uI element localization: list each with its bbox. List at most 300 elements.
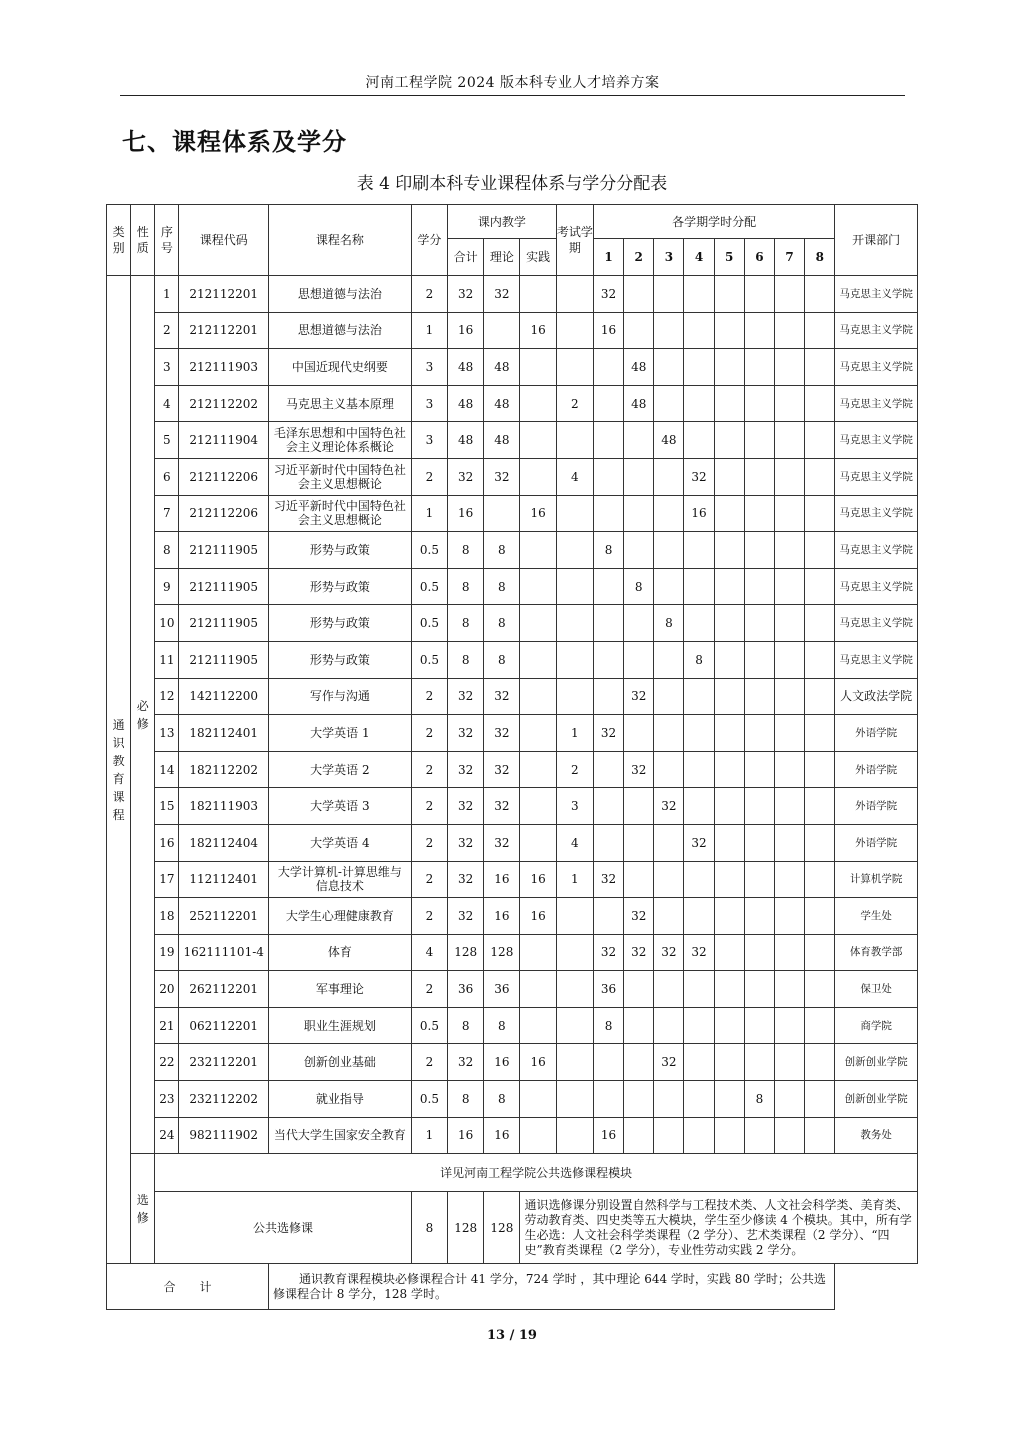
term-hours-cell: 8 [684,641,714,678]
term-hours-cell [714,934,744,971]
header-term-hours: 各学期学时分配 [593,205,834,239]
term-hours-cell [624,971,654,1008]
term-hours-cell [805,1044,835,1081]
term-hours-cell [744,1007,774,1044]
code-cell: 212111905 [179,605,269,642]
term-hours-cell: 32 [624,678,654,715]
seq-cell: 15 [155,788,179,825]
term-hours-cell [805,422,835,459]
theory-hours-cell: 16 [484,1044,520,1081]
exam-term-cell [556,568,593,605]
credit-cell: 1 [411,312,447,349]
term-hours-cell [774,1117,804,1154]
term-hours-cell: 32 [684,824,714,861]
theory-hours-cell: 8 [484,641,520,678]
code-cell: 112112401 [179,861,269,898]
code-cell: 262112201 [179,971,269,1008]
seq-cell: 22 [155,1044,179,1081]
header-nature: 性质 [131,205,155,276]
department-cell: 计算机学院 [835,861,918,898]
table-row [107,1044,918,1081]
term-hours-cell: 32 [624,934,654,971]
department-cell: 马克思主义学院 [835,385,918,422]
required-cell: 必修 [131,276,155,1154]
seq-cell: 13 [155,715,179,752]
term-hours-cell [744,715,774,752]
code-cell: 062112201 [179,1007,269,1044]
term-hours-cell [805,788,835,825]
term-hours-cell [714,678,744,715]
term-hours-cell [744,751,774,788]
exam-term-cell [556,1117,593,1154]
total-hours-cell: 32 [448,861,484,898]
total-hours-cell: 48 [448,349,484,386]
term-hours-cell [624,788,654,825]
code-cell: 182112404 [179,824,269,861]
table-row [107,678,918,715]
term-hours-cell [774,1044,804,1081]
term-hours-cell [714,1117,744,1154]
term-hours-cell [593,422,623,459]
code-cell: 212111905 [179,568,269,605]
header-term: 1 [593,239,623,276]
term-hours-cell [654,276,684,313]
header-term: 4 [684,239,714,276]
term-hours-cell [805,385,835,422]
exam-term-cell [556,312,593,349]
term-hours-cell [624,861,654,898]
course-name-cell: 形势与政策 [268,568,411,605]
table-row [107,532,918,569]
practice-hours-cell [520,605,556,642]
credit-cell: 2 [411,458,447,495]
department-cell: 体育教学部 [835,934,918,971]
credit-cell: 0.5 [411,532,447,569]
term-hours-cell [774,605,804,642]
header-term: 3 [654,239,684,276]
term-hours-cell [744,458,774,495]
course-name-cell: 大学英语 3 [268,788,411,825]
credit-cell: 0.5 [411,605,447,642]
total-hours-cell: 16 [448,1117,484,1154]
term-hours-cell [684,385,714,422]
total-hours-cell: 32 [448,751,484,788]
table-caption: 表 4 印刷本科专业课程体系与学分分配表 [356,174,668,194]
exam-term-cell: 1 [556,861,593,898]
theory-hours-cell: 16 [484,1117,520,1154]
term-hours-cell [744,422,774,459]
seq-cell: 11 [155,641,179,678]
code-cell: 982111902 [179,1117,269,1154]
department-cell: 创新创业学院 [835,1044,918,1081]
department-cell: 马克思主义学院 [835,276,918,313]
page-number: 13 / 19 [487,1328,537,1343]
term-hours-cell: 8 [624,568,654,605]
term-hours-cell: 16 [684,495,714,532]
term-hours-cell [714,898,744,935]
exam-term-cell [556,1081,593,1118]
practice-hours-cell: 16 [520,861,556,898]
term-hours-cell [684,1117,714,1154]
practice-hours-cell [520,568,556,605]
term-hours-cell [714,1007,744,1044]
term-hours-cell [774,751,804,788]
term-hours-cell [654,458,684,495]
term-hours-cell [654,971,684,1008]
credit-cell: 3 [411,349,447,386]
theory-hours-cell: 48 [484,349,520,386]
total-hours-cell: 32 [448,458,484,495]
seq-cell: 5 [155,422,179,459]
term-hours-cell [654,751,684,788]
total-hours-cell: 8 [448,568,484,605]
table-row [107,1117,918,1154]
term-hours-cell [593,458,623,495]
header-in-class: 课内教学 [448,205,557,239]
department-cell: 马克思主义学院 [835,605,918,642]
department-cell: 人文政法学院 [835,678,918,715]
header-term: 8 [805,239,835,276]
term-hours-cell [714,824,744,861]
term-hours-cell [714,751,744,788]
term-hours-cell [593,605,623,642]
total-hours-cell: 32 [448,1044,484,1081]
term-hours-cell: 16 [593,312,623,349]
term-hours-cell [593,349,623,386]
term-hours-cell [774,898,804,935]
term-hours-cell [684,605,714,642]
practice-hours-cell [520,971,556,1008]
department-cell: 外语学院 [835,788,918,825]
course-name-cell: 思想道德与法治 [268,312,411,349]
term-hours-cell [744,641,774,678]
term-hours-cell [805,678,835,715]
term-hours-cell [624,1044,654,1081]
term-hours-cell [624,422,654,459]
code-cell: 182112202 [179,751,269,788]
term-hours-cell [593,788,623,825]
seq-cell: 8 [155,532,179,569]
department-cell: 外语学院 [835,715,918,752]
term-hours-cell [774,312,804,349]
term-hours-cell [684,568,714,605]
exam-term-cell [556,971,593,1008]
exam-term-cell [556,276,593,313]
term-hours-cell [714,532,744,569]
theory-hours-cell: 48 [484,385,520,422]
term-hours-cell: 32 [654,788,684,825]
total-hours-cell: 32 [448,898,484,935]
header-exam-term: 考试学期 [556,205,593,276]
total-hours-cell: 8 [448,1081,484,1118]
term-hours-cell [684,1007,714,1044]
term-hours-cell [714,605,744,642]
term-hours-cell [593,385,623,422]
term-hours-cell: 32 [624,898,654,935]
term-hours-cell [805,458,835,495]
category-cell: 通识教育课程 [107,276,131,1264]
term-hours-cell [714,568,744,605]
course-name-cell: 毛泽东思想和中国特色社会主义理论体系概论 [268,422,411,459]
exam-term-cell: 2 [556,751,593,788]
theory-hours-cell: 8 [484,568,520,605]
term-hours-cell [744,349,774,386]
term-hours-cell [774,532,804,569]
term-hours-cell [654,861,684,898]
credit-cell: 2 [411,678,447,715]
term-hours-cell [593,898,623,935]
term-hours-cell [654,568,684,605]
elective-total: 128 [448,1192,484,1264]
table-body [107,276,918,1310]
practice-hours-cell [520,1007,556,1044]
credit-cell: 2 [411,861,447,898]
term-hours-cell [684,678,714,715]
total-hours-cell: 32 [448,824,484,861]
term-hours-cell [714,861,744,898]
elective-credit: 8 [411,1192,447,1264]
term-hours-cell [774,678,804,715]
seq-cell: 9 [155,568,179,605]
table-row [107,824,918,861]
elective-name: 公共选修课 [155,1192,412,1264]
department-cell: 马克思主义学院 [835,349,918,386]
term-hours-cell [654,898,684,935]
exam-term-cell: 4 [556,458,593,495]
course-name-cell: 军事理论 [268,971,411,1008]
credit-cell: 3 [411,385,447,422]
term-hours-cell [774,349,804,386]
term-hours-cell [714,715,744,752]
term-hours-cell [593,824,623,861]
term-hours-cell [774,495,804,532]
table-row [107,312,918,349]
exam-term-cell [556,934,593,971]
header-name: 课程名称 [268,205,411,276]
term-hours-cell: 32 [684,934,714,971]
term-hours-cell [714,422,744,459]
theory-hours-cell: 32 [484,678,520,715]
term-hours-cell: 32 [593,934,623,971]
course-name-cell: 大学计算机-计算思维与信息技术 [268,861,411,898]
code-cell: 212112201 [179,276,269,313]
term-hours-cell [684,349,714,386]
course-name-cell: 就业指导 [268,1081,411,1118]
term-hours-cell: 8 [654,605,684,642]
department-cell: 外语学院 [835,751,918,788]
term-hours-cell [714,385,744,422]
term-hours-cell [714,1081,744,1118]
course-name-cell: 习近平新时代中国特色社会主义思想概论 [268,495,411,532]
theory-hours-cell [484,495,520,532]
table-row [107,276,918,313]
term-hours-cell [774,1007,804,1044]
term-hours-cell: 8 [593,532,623,569]
total-hours-cell: 32 [448,276,484,313]
seq-cell: 14 [155,751,179,788]
term-hours-cell [714,458,744,495]
practice-hours-cell [520,641,556,678]
header-category: 类别 [107,205,131,276]
seq-cell: 6 [155,458,179,495]
department-cell: 商学院 [835,1007,918,1044]
seq-cell: 12 [155,678,179,715]
term-hours-cell [774,824,804,861]
term-hours-cell [805,824,835,861]
term-hours-cell [774,385,804,422]
department-cell: 马克思主义学院 [835,568,918,605]
term-hours-cell [593,1081,623,1118]
code-cell: 142112200 [179,678,269,715]
seq-cell: 23 [155,1081,179,1118]
table-row [107,934,918,971]
term-hours-cell [654,349,684,386]
term-hours-cell [744,861,774,898]
term-hours-cell [744,312,774,349]
term-hours-cell [684,898,714,935]
exam-term-cell [556,532,593,569]
term-hours-cell: 32 [593,276,623,313]
term-hours-cell: 36 [593,971,623,1008]
term-hours-cell [654,678,684,715]
table-row [107,715,918,752]
course-name-cell: 马克思主义基本原理 [268,385,411,422]
total-hours-cell: 8 [448,641,484,678]
course-credit-table [106,204,918,1310]
term-hours-cell [654,1081,684,1118]
code-cell: 212112206 [179,495,269,532]
term-hours-cell [654,1007,684,1044]
term-hours-cell [744,678,774,715]
term-hours-cell [774,422,804,459]
exam-term-cell [556,898,593,935]
credit-cell: 0.5 [411,641,447,678]
department-cell: 马克思主义学院 [835,422,918,459]
term-hours-cell: 32 [624,751,654,788]
table-row [107,861,918,898]
term-hours-cell [805,276,835,313]
course-name-cell: 大学生心理健康教育 [268,898,411,935]
term-hours-cell [624,641,654,678]
term-hours-cell [593,1044,623,1081]
term-hours-cell: 48 [624,385,654,422]
seq-cell: 21 [155,1007,179,1044]
term-hours-cell [744,385,774,422]
theory-hours-cell: 32 [484,751,520,788]
term-hours-cell: 48 [624,349,654,386]
term-hours-cell [624,1081,654,1118]
term-hours-cell [805,971,835,1008]
code-cell: 212111904 [179,422,269,459]
credit-cell: 2 [411,898,447,935]
credit-cell: 1 [411,495,447,532]
practice-hours-cell [520,788,556,825]
theory-hours-cell: 32 [484,824,520,861]
code-cell: 212111905 [179,641,269,678]
term-hours-cell [624,458,654,495]
term-hours-cell: 32 [593,861,623,898]
term-hours-cell [684,312,714,349]
term-hours-cell [654,385,684,422]
exam-term-cell [556,1007,593,1044]
practice-hours-cell [520,385,556,422]
code-cell: 212112201 [179,312,269,349]
term-hours-cell [714,971,744,1008]
term-hours-cell [805,1007,835,1044]
table-row [107,422,918,459]
code-cell: 252112201 [179,898,269,935]
practice-hours-cell: 16 [520,1044,556,1081]
theory-hours-cell: 8 [484,605,520,642]
term-hours-cell [714,641,744,678]
header-practice: 实践 [520,239,556,276]
term-hours-cell [654,1117,684,1154]
summary-label: 合 计 [107,1264,269,1310]
credit-cell: 2 [411,715,447,752]
seq-cell: 16 [155,824,179,861]
exam-term-cell [556,349,593,386]
practice-hours-cell: 16 [520,312,556,349]
credit-cell: 2 [411,824,447,861]
credit-cell: 0.5 [411,1007,447,1044]
term-hours-cell [684,276,714,313]
header-seq: 序号 [155,205,179,276]
theory-hours-cell: 32 [484,788,520,825]
seq-cell: 18 [155,898,179,935]
term-hours-cell [774,971,804,1008]
term-hours-cell [805,532,835,569]
term-hours-cell [624,715,654,752]
credit-cell: 0.5 [411,568,447,605]
theory-hours-cell: 32 [484,458,520,495]
running-header: 河南工程学院 2024 版本科专业人才培养方案 [365,75,660,91]
practice-hours-cell [520,532,556,569]
seq-cell: 1 [155,276,179,313]
code-cell: 212111905 [179,532,269,569]
header-term: 7 [774,239,804,276]
term-hours-cell [593,678,623,715]
total-hours-cell: 16 [448,495,484,532]
practice-hours-cell [520,276,556,313]
term-hours-cell [593,641,623,678]
exam-term-cell: 2 [556,385,593,422]
practice-hours-cell [520,678,556,715]
credit-cell: 2 [411,276,447,313]
department-cell: 马克思主义学院 [835,458,918,495]
exam-term-cell: 4 [556,824,593,861]
term-hours-cell [744,788,774,825]
credit-cell: 2 [411,971,447,1008]
elective-theory: 128 [484,1192,520,1264]
term-hours-cell: 32 [684,458,714,495]
term-hours-cell [744,824,774,861]
exam-term-cell: 1 [556,715,593,752]
header-term: 6 [744,239,774,276]
code-cell: 212111903 [179,349,269,386]
seq-cell: 7 [155,495,179,532]
exam-term-cell [556,422,593,459]
term-hours-cell [684,715,714,752]
total-hours-cell: 16 [448,312,484,349]
term-hours-cell [744,532,774,569]
term-hours-cell [684,788,714,825]
table-row [107,751,918,788]
code-cell: 162111101-4 [179,934,269,971]
table-row [107,458,918,495]
course-name-cell: 大学英语 4 [268,824,411,861]
header-code: 课程代码 [179,205,269,276]
term-hours-cell [805,751,835,788]
